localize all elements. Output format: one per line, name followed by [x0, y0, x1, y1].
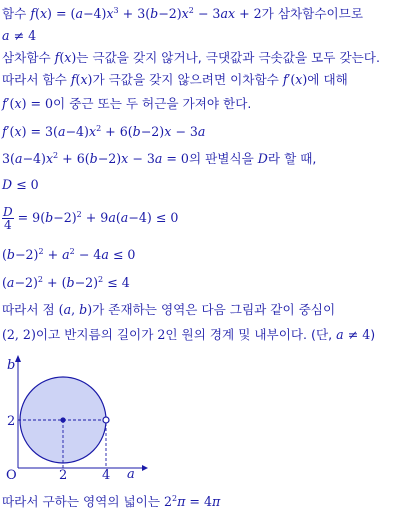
- text-line-4: 따라서 함수 f(x)가 극값을 갖지 않으려면 이차함수 f′(x)에 대해: [2, 72, 348, 87]
- origin-label: O: [6, 468, 17, 480]
- x-axis-label: a: [127, 467, 135, 480]
- text-line-9: $\frac{D}{4}$ = $9(b-2)^2 + 9a(a-4) \le 0$: [3, 205, 179, 232]
- y-axis-label: b: [7, 358, 16, 373]
- text-line-2: a ≠ 4: [2, 28, 37, 43]
- region-graph: [0, 352, 150, 480]
- center-point: [60, 417, 65, 422]
- x-tick-4: 4: [102, 468, 111, 480]
- text-line-8: D ≤ 0: [2, 177, 39, 192]
- text-line-13: (2, 2)이고 반지름의 길이가 2인 원의 경계 및 내부이다. (단, a ≠ 4): [2, 327, 376, 342]
- text-line-14: 따라서 구하는 영역의 넓이는 $2^2\pi = 4\pi$: [2, 494, 221, 509]
- text-line-5: f′(x) = 0이 중근 또는 두 허근을 가져야 한다.: [2, 96, 252, 111]
- text-line-6: $f'(x) = 3(a-4)x^2 + 6(b-2)x - 3a$: [2, 124, 206, 139]
- y-axis-arrow: [15, 355, 21, 362]
- text-line-12: 따라서 점 (a, b)가 존재하는 영역은 다음 그림과 같이 중심이: [2, 302, 336, 317]
- fraction-d-over-4: $\frac{D}{4}$: [3, 205, 13, 232]
- x-axis-arrow: [142, 465, 148, 471]
- y-tick-2: 2: [7, 414, 16, 429]
- text-line-10: $(b-2)^2 + a^2 - 4a \le 0$: [2, 247, 136, 262]
- excluded-point: [103, 417, 109, 423]
- text-line-11: $(a-2)^2 + (b-2)^2 \le 4$: [2, 275, 130, 290]
- text-line-3: 삼차함수 f(x)는 극값을 갖지 않거나, 극댓값과 극솟값을 모두 갖는다.: [2, 50, 380, 65]
- text-line-1: 함수 $f(x) = (a-4)x^3 + 3(b-2)x^2 - 3ax + 2$가 삼차함수이므로: [2, 6, 363, 21]
- text-line-7: $3(a-4)x^2 + 6(b-2)x - 3a = 0$의 판별식을 D라 할 때,: [2, 151, 317, 166]
- x-tick-2: 2: [59, 468, 68, 480]
